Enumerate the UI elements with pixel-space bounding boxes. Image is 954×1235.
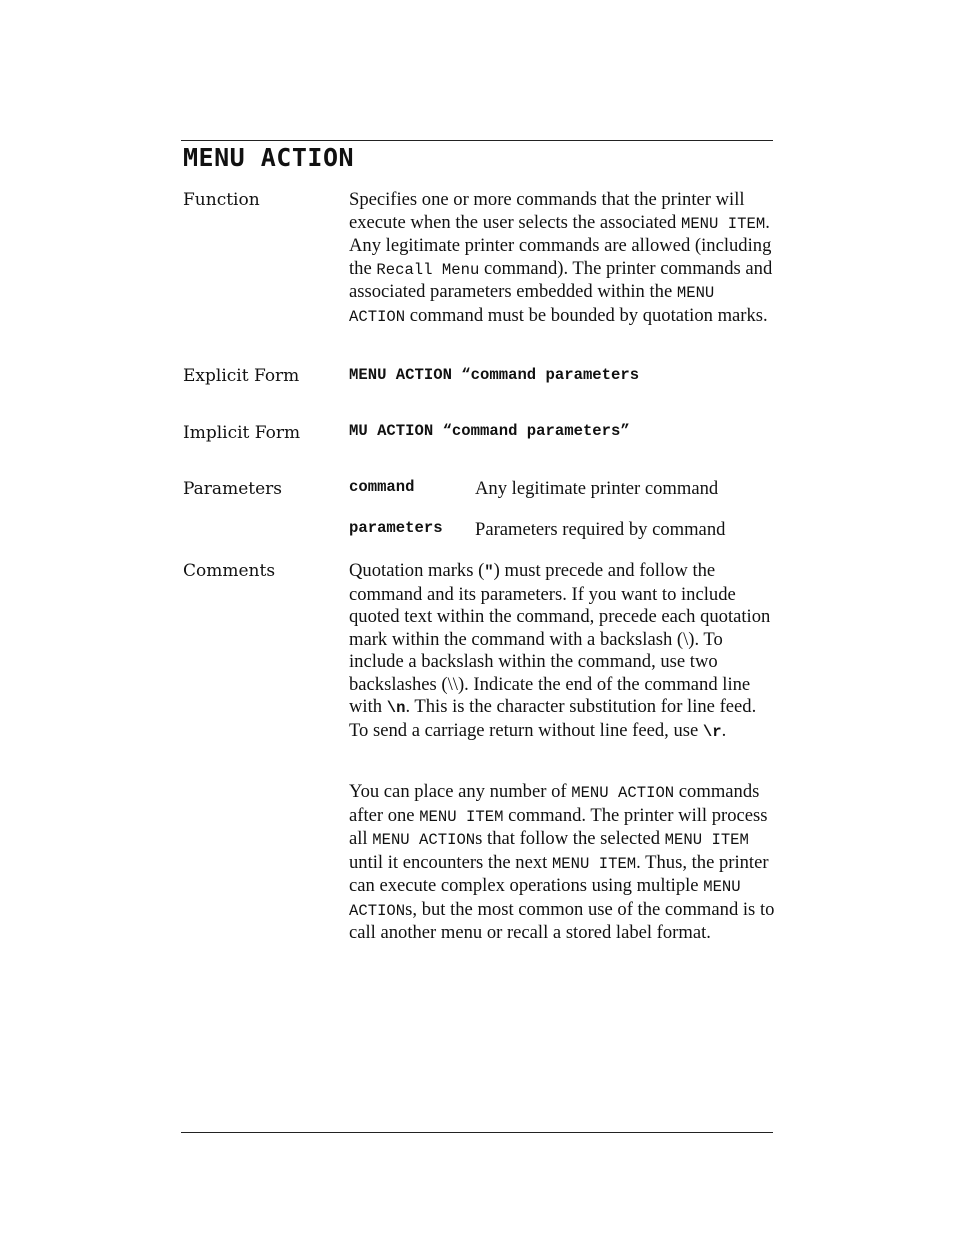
top-rule — [181, 140, 773, 141]
parameter-description: Parameters required by command — [475, 519, 726, 540]
comments-p2-code-2: MENU ITEM — [419, 807, 504, 826]
implicit-form-label: Implicit Form — [183, 423, 301, 443]
comments-p1-code-1: " — [484, 563, 494, 581]
function-text-4: command must be bounded by quotation marks. — [405, 304, 768, 326]
comments-paragraph-2 — [349, 781, 777, 945]
comments-p2-text-3: command. The printer will process all — [349, 804, 768, 849]
parameter-description: Any legitimate printer command — [475, 478, 719, 499]
comments-p2-code-3: MENU ACTION — [372, 831, 476, 849]
implicit-form-code: MU ACTION “command parameters” — [349, 422, 630, 440]
comments-p1-text-4: . — [721, 719, 727, 741]
function-code-1: MENU ITEM — [680, 214, 766, 233]
function-code-3: MENU ACTION — [349, 284, 715, 326]
parameter-name: command — [349, 478, 415, 496]
function-description — [349, 189, 777, 328]
bottom-rule — [181, 1132, 773, 1133]
comments-p1-code-2: \n — [386, 699, 406, 717]
comments-p2-code-5: MENU ITEM — [551, 854, 637, 873]
comments-p2-text-2: commands after one — [349, 781, 760, 826]
comments-text-2 — [349, 781, 777, 945]
comments-p2-text-1: You can place any number of — [349, 781, 572, 802]
function-text-3: command). The printer commands and associated parameters embedded within the — [349, 257, 773, 302]
comments-p1-text-1: Quotation marks ( — [349, 560, 485, 581]
function-text-1: Specifies one or more commands that the printer will execute when the user selects the associated — [349, 189, 745, 233]
comments-p1-code-3: \r — [702, 722, 722, 741]
comments-p1-text-3: . This is the character substitution for line feed. To send a carriage return without line feed, use — [349, 696, 757, 741]
function-code-2: Recall Menu — [376, 260, 480, 279]
comments-p2-text-5: until it encounters the next — [349, 851, 552, 873]
comments-text-1 — [349, 560, 777, 743]
function-label: Function — [183, 190, 260, 210]
function-text-2: . Any legitimate printer commands are allowed (including the — [349, 211, 772, 279]
comments-p2-code-4: MENU ITEM — [664, 831, 749, 849]
explicit-form-code: MENU ACTION “command parameters — [349, 366, 640, 384]
comments-p2-code-1: MENU ACTION — [571, 784, 675, 802]
parameter-name: parameters — [349, 519, 443, 537]
comments-label: Comments — [183, 561, 276, 581]
comments-paragraph-1 — [349, 560, 777, 743]
comments-p2-text-4: s that follow the selected — [475, 828, 665, 849]
function-paragraph — [349, 189, 777, 328]
comments-p2-text-6: . Thus, the printer can execute complex operations using multiple — [349, 851, 769, 896]
parameters-label: Parameters — [183, 479, 282, 499]
page-title: MENU ACTION — [183, 143, 355, 172]
comments-p2-code-6: MENU ACTION — [349, 878, 741, 920]
comments-p2-text-7: s, but the most common use of the command is to call another menu or recall a stored label format. — [349, 898, 775, 943]
comments-p1-text-2: ) must precede and follow the command and its parameters. If you want to include quoted text within the command, precede each quotation mark within the command with a backslash (\). To include a backslash within the command, use two backslashes (\\). Indicate the end of the command line with — [349, 560, 771, 717]
explicit-form-label: Explicit Form — [183, 366, 300, 386]
